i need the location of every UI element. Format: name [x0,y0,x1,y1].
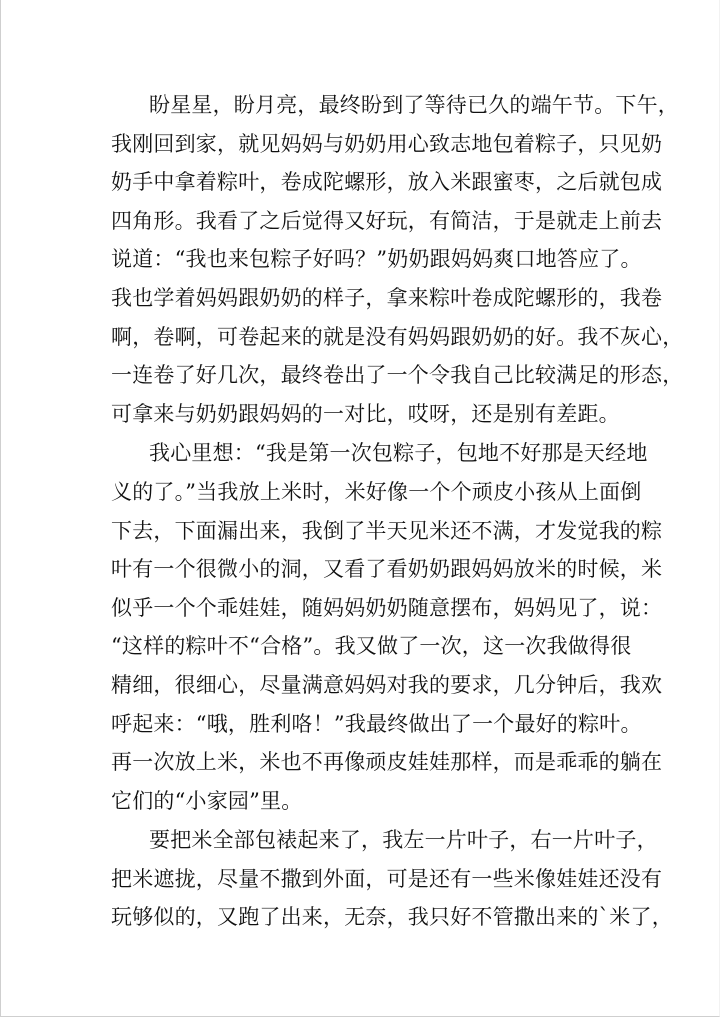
text-line: 下去，下面漏出来，我倒了半天见米还不满，才发觉我的粽 [111,518,663,543]
text-line: 我刚回到家，就见妈妈与奶奶用心致志地包着粽子，只见奶 [111,131,663,156]
text-line: 我也学着妈妈跟奶奶的样子，拿来粽叶卷成陀螺形的，我卷 [111,285,663,310]
text-line: 说道：“我也来包粽子好吗？”奶奶跟妈妈爽口地答应了。 [111,247,642,272]
text-line: 我心里想：“我是第一次包粽子，包地不好那是天经地 [149,441,648,466]
text-line: 四角形。我看了之后觉得又好玩，有简洁，于是就走上前去 [111,208,663,233]
document-body [111,86,684,937]
text-line: 可拿来与奶奶跟妈妈的一对比，哎呀，还是别有差距。 [111,401,620,426]
text-line: 义的了。”当我放上米时，米好像一个个顽皮小孩从上面倒 [111,479,642,504]
text-line: 玩够似的，又跑了出来，无奈，我只好不管撒出来的`米了， [111,905,673,930]
text-line: 要把米全部包裱起来了，我左一片叶子，右一片叶子， [149,828,658,853]
text-line: 盼星星，盼月亮，最终盼到了等待已久的端午节。下午， [149,93,679,117]
text-line: 啊，卷啊，可卷起来的就是没有妈妈跟奶奶的好。我不灰心， [111,324,684,349]
text-line: “这样的粽叶不“合格”。我又做了一次，这一次我做得很 [111,634,632,659]
text-line: 它们的“小家园”里。 [111,788,303,813]
text-line: 似乎一个个乖娃娃，随妈妈奶奶随意摆布，妈妈见了，说： [111,595,663,620]
text-line: 再一次放上米，米也不再像顽皮娃娃那样，而是乖乖的躺在 [111,750,663,775]
text-line: 把米遮拢，尽量不撒到外面，可是还有一些米像娃娃还没有 [111,866,663,891]
text-line: 精细，很细心，尽量满意妈妈对我的要求，几分钟后，我欢 [111,672,663,697]
text-line: 呼起来：“哦，胜利咯！”我最终做出了一个最好的粽叶。 [111,711,642,736]
text-line: 叶有一个很微小的洞，又看了看奶奶跟妈妈放米的时候，米 [111,557,663,582]
text-line: 一连卷了好几次，最终卷出了一个令我自己比较满足的形态， [111,363,684,388]
text-line: 奶手中拿着粽叶，卷成陀螺形，放入米跟蜜枣，之后就包成 [111,170,663,195]
